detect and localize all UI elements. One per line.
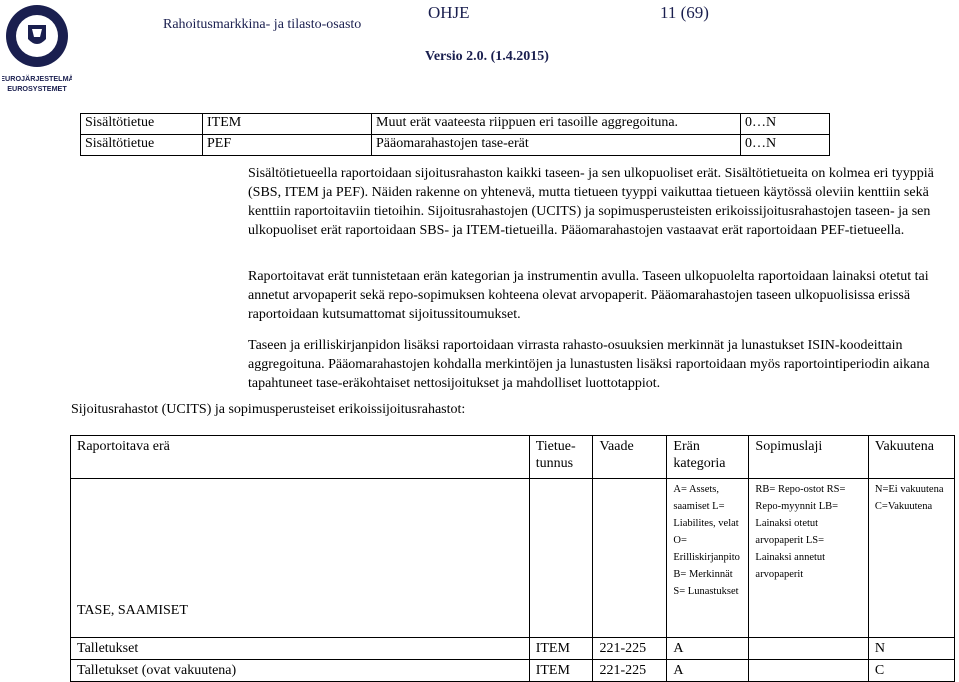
record-code-cell: ITEM [203, 114, 372, 135]
category-cell: A [667, 638, 749, 660]
logo-line-1: EUROJÄRJESTELMÄ [2, 74, 72, 83]
table-header-row [71, 436, 955, 479]
reporting-items-table [70, 435, 955, 682]
column-header: Erän kategoria [667, 436, 749, 479]
item-cell: Talletukset [71, 638, 530, 660]
table-row [81, 135, 830, 156]
column-header: Vaade [593, 436, 667, 479]
claim-cell: 221-225 [593, 660, 667, 682]
paragraph: Raportoitavat erät tunnistetaan erän kategorian ja instrumentin avulla. Taseen ulkopuolelta raportoidaan lainaksi otetut tai annetut arvopaperit sekä repo-sopimuksen kohteena olevat arvopaperit. Pääomarahastojen taseen ulkopuolisissa erissä raportoidaan kutsumattomat sijoitussitoumukset. [248, 269, 929, 322]
collateral-legend: N=Ei vakuutena C=Vakuutena [868, 479, 954, 638]
item-cell: Talletukset (ovat vakuutena) [71, 660, 530, 682]
record-cell: ITEM [529, 638, 593, 660]
column-header: Raportoitava erä [71, 436, 530, 479]
document-type: OHJE [428, 3, 470, 22]
category-legend: A= Assets, saamiset L= Liabilites, velat O= Erilliskirjanpito B= Merkinnät S= Lunastukset [667, 479, 749, 638]
department-name: Rahoitusmarkkina- ja tilasto-osasto [163, 17, 362, 32]
record-card-cell: 0…N [741, 114, 830, 135]
record-desc-cell: Muut erät vaateesta riippuen eri tasoille aggregoituna. [372, 114, 741, 135]
paragraph: Sisältötietueella raportoidaan sijoitusrahaston kaikki taseen- ja sen ulkopuoliset erät. Sisältötietueita on kolmea eri tyyppiä (SBS, ITEM ja PEF). Näiden rakenne on yhtenevä, mutta tietueen tyyppi vaikuttaa tietueen käytössä oleviin kenttiin sekä kenttiin raportoitaviin tietoihin. Sijoitusrahastojen (UCITS) ja sopimusperusteisten erikoissijoitusrahastojen taseen- ja sen ulkopuoliset erät raportoidaan SBS- ja ITEM-tietueilla. Pääomarahastojen vastaavat erät raportoidaan PEF-tietueella. [248, 166, 934, 238]
contract-legend: RB= Repo-ostot RS= Repo-myynnit LB= Lainaksi otetut arvopaperit LS= Lainaksi annetut arvopaperit [749, 479, 868, 638]
paragraph: Taseen ja erilliskirjanpidon lisäksi raportoidaan virrasta rahasto-osuuksien merkinnät ja lunastukset ISIN-koodeittain aggregoituna. Pääomarahastojen kohdalla merkintöjen ja lunastusten lisäksi raportoidaan myös raportointiperiodin aikana tapahtuneet tase-eräkohtaiset nettosijoitukset ja mahdolliset luottotappiot. [248, 338, 930, 391]
bank-logo [2, 3, 72, 93]
column-header: Sopimuslaji [749, 436, 868, 479]
record-code-cell: PEF [203, 135, 372, 156]
category-cell: A [667, 660, 749, 682]
table-row [71, 660, 955, 682]
record-types-table [80, 113, 830, 156]
contract-cell [749, 660, 868, 682]
column-header: Tietue-tunnus [529, 436, 593, 479]
record-type-cell: Sisältötietue [81, 114, 203, 135]
claim-cell: 221-225 [593, 638, 667, 660]
table-row [81, 114, 830, 135]
page-number: 11 (69) [660, 3, 709, 22]
section-label: TASE, SAAMISET [71, 479, 530, 638]
column-header: Vakuutena [868, 436, 954, 479]
collateral-cell: N [868, 638, 954, 660]
contract-cell [749, 638, 868, 660]
record-desc-cell: Pääomarahastojen tase-erät [372, 135, 741, 156]
version-label: Versio 2.0. (1.4.2015) [425, 49, 549, 64]
record-cell: ITEM [529, 660, 593, 682]
record-type-cell: Sisältötietue [81, 135, 203, 156]
section-heading: Sijoitusrahastot (UCITS) ja sopimusperusteiset erikoissijoitusrahastot: [71, 402, 466, 417]
logo-line-2: EUROSYSTEMET [7, 84, 67, 93]
record-card-cell: 0…N [741, 135, 830, 156]
legend-row [71, 479, 955, 638]
table-row [71, 638, 955, 660]
collateral-cell: C [868, 660, 954, 682]
